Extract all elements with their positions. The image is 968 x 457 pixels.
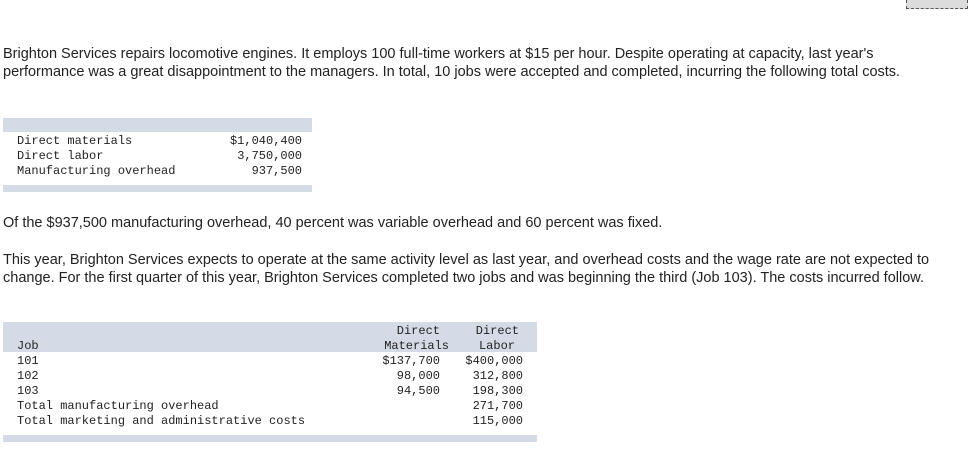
cost-value: 3,750,000 [237, 149, 302, 163]
table-row [17, 149, 302, 164]
table-row [3, 399, 537, 414]
table-header-band [3, 118, 312, 132]
row-label: 101 [17, 354, 39, 368]
row-label: Total marketing and administrative costs [17, 414, 306, 428]
row-label: 103 [17, 384, 39, 398]
dm-header-line2: Materials [384, 339, 449, 353]
cost-value: 937,500 [251, 164, 302, 178]
table-row [3, 384, 537, 399]
dm-value: $137,700 [382, 354, 440, 368]
dl-value: 198,300 [472, 384, 523, 398]
table-row [17, 164, 302, 179]
dl-value: 115,000 [472, 414, 523, 428]
row-label: 102 [17, 369, 39, 383]
dm-value: 98,000 [396, 369, 440, 383]
header-row-1 [3, 324, 537, 339]
quarter-costs-table [3, 322, 537, 444]
table-row [3, 414, 537, 429]
cost-label: Manufacturing overhead [17, 164, 176, 178]
last-year-costs-table [3, 118, 312, 192]
row-label: Total manufacturing overhead [17, 399, 219, 413]
dm-value: 94,500 [396, 384, 440, 398]
dl-value: $400,000 [465, 354, 523, 368]
intro-paragraph: Brighton Services repairs locomotive engines. It employs 100 full-time workers at $15 per hour. Despite operating at capacity, last year's performance was a great disappointment to the managers. In total, 10 jobs were accepted and completed, incurring the following total costs. [3, 46, 901, 80]
dl-header-line1: Direct [475, 324, 519, 338]
table-row [17, 134, 302, 149]
dm-header-line1: Direct [396, 324, 440, 338]
job-header: Job [17, 339, 39, 353]
dl-value: 271,700 [472, 399, 523, 413]
table-row [3, 369, 537, 384]
cost-value: $1,040,400 [229, 134, 302, 148]
cost-label: Direct materials [17, 134, 133, 148]
this-year-note: This year, Brighton Services expects to operate at the same activity level as last year, and overhead costs and the wage rate are not expected to change. For the first quarter of this year, Brighton Services completed two jobs and was beginning the third (Job 103). The costs incurred follow. [3, 252, 930, 286]
corner-marker [906, 0, 968, 9]
dl-header-line2: Labor [478, 339, 515, 353]
table-footer-band [3, 185, 312, 192]
cost-label: Direct labor [17, 149, 104, 163]
dl-value: 312,800 [472, 369, 523, 383]
table-row [3, 354, 537, 369]
overhead-note: Of the $937,500 manufacturing overhead, 40 percent was variable overhead and 60 percent was fixed. [3, 215, 663, 231]
header-row-2 [3, 339, 537, 354]
table-footer-band [3, 435, 537, 442]
